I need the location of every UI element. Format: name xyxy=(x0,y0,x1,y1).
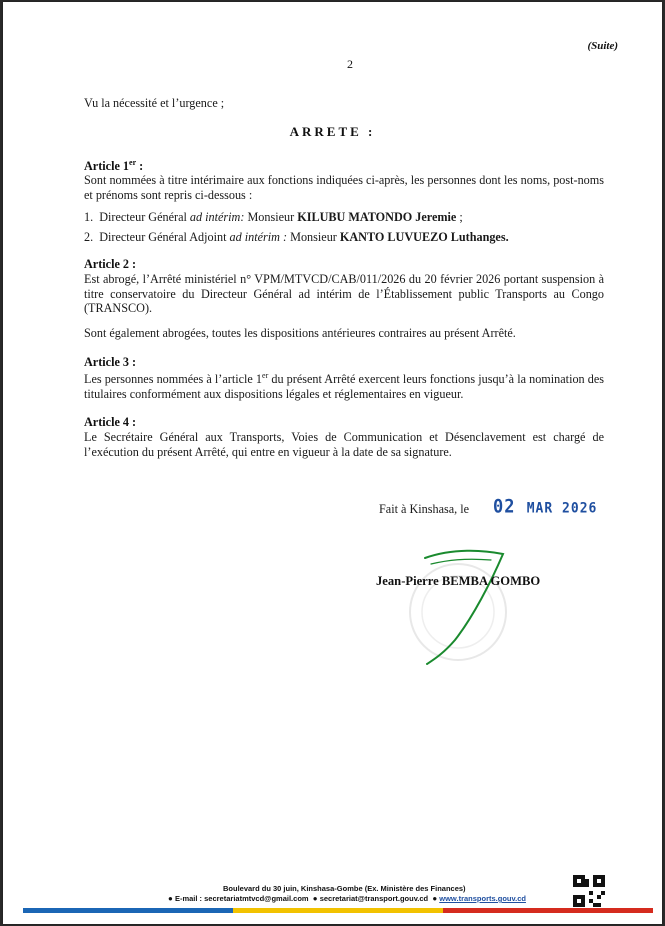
appointment-item-2: 2. Directeur Général Adjoint ad intérim : Monsieur KANTO LUVUEZO Luthanges. xyxy=(84,230,509,244)
flag-stripe-yellow xyxy=(233,908,443,913)
article-1-heading: Article 1er : xyxy=(84,158,144,174)
signatory-name: Jean-Pierre BEMBA GOMBO xyxy=(376,574,541,588)
article-2-heading: Article 2 : xyxy=(84,257,137,271)
article-2-body: Est abrogé, l’Arrêté ministériel n° VPM/MTVCD/CAB/011/2026 du 20 février 2026 portant suspension à titre conservatoire du Directeur Général ad intérim de l’Établissement public Transports au Congo (TRANSCO). xyxy=(84,272,604,315)
decree-title: ARRETE : xyxy=(289,124,376,139)
preamble: Vu la nécessité et l’urgence ; xyxy=(84,96,225,110)
footer-contacts: ● E-mail : secretariatmtvcd@gmail.com ● secretariat@transport.gouv.cd ● www.transports.gouv.cd xyxy=(168,894,526,903)
place-date-label: Fait à Kinshasa, le xyxy=(379,502,470,516)
flag-color-bar xyxy=(23,908,653,913)
article-4-heading: Article 4 : xyxy=(84,415,137,429)
appointment-item-1: 1. Directeur Général ad intérim: Monsieur KILUBU MATONDO Jeremie ; xyxy=(84,210,463,224)
continuation-label: (Suite) xyxy=(587,40,618,52)
footer-address: Boulevard du 30 juin, Kinshasa-Gombe (Ex. Ministère des Finances) xyxy=(223,884,466,893)
article-4-body: Le Secrétaire Général aux Transports, Voies de Communication et Désenclavement est chargé de l’exécution du présent Arrêté, qui entre en vigueur à la date de sa signature. xyxy=(84,430,604,459)
document-page xyxy=(3,2,662,924)
article-1-body: Sont nommées à titre intérimaire aux fonctions indiquées ci-après, les personnes dont les noms, post-noms et prénoms sont repris ci-dessous : xyxy=(84,173,604,202)
flag-stripe-blue xyxy=(23,908,233,913)
footer-email-2[interactable]: secretariat@transport.gouv.cd xyxy=(319,894,429,903)
flag-stripe-red xyxy=(443,908,653,913)
article-3-body: Les personnes nommées à l’article 1er du présent Arrêté exercent leurs fonctions jusqu’à la nomination des titulaires conformément aux dispositions légales et réglementaires en vigueur. xyxy=(84,371,605,401)
date-stamp: 02 MAR 2026 xyxy=(493,496,598,518)
qr-code-icon xyxy=(573,875,605,907)
article-2-body-2: Sont également abrogées, toutes les dispositions antérieures contraires au présent Arrêté. xyxy=(84,326,516,340)
footer-email-1[interactable]: secretariatmtvcd@gmail.com xyxy=(204,894,309,903)
footer-website-link[interactable]: www.transports.gouv.cd xyxy=(439,894,526,903)
handwritten-signature xyxy=(403,542,533,672)
page-number: 2 xyxy=(347,57,353,71)
article-3-heading: Article 3 : xyxy=(84,355,137,369)
